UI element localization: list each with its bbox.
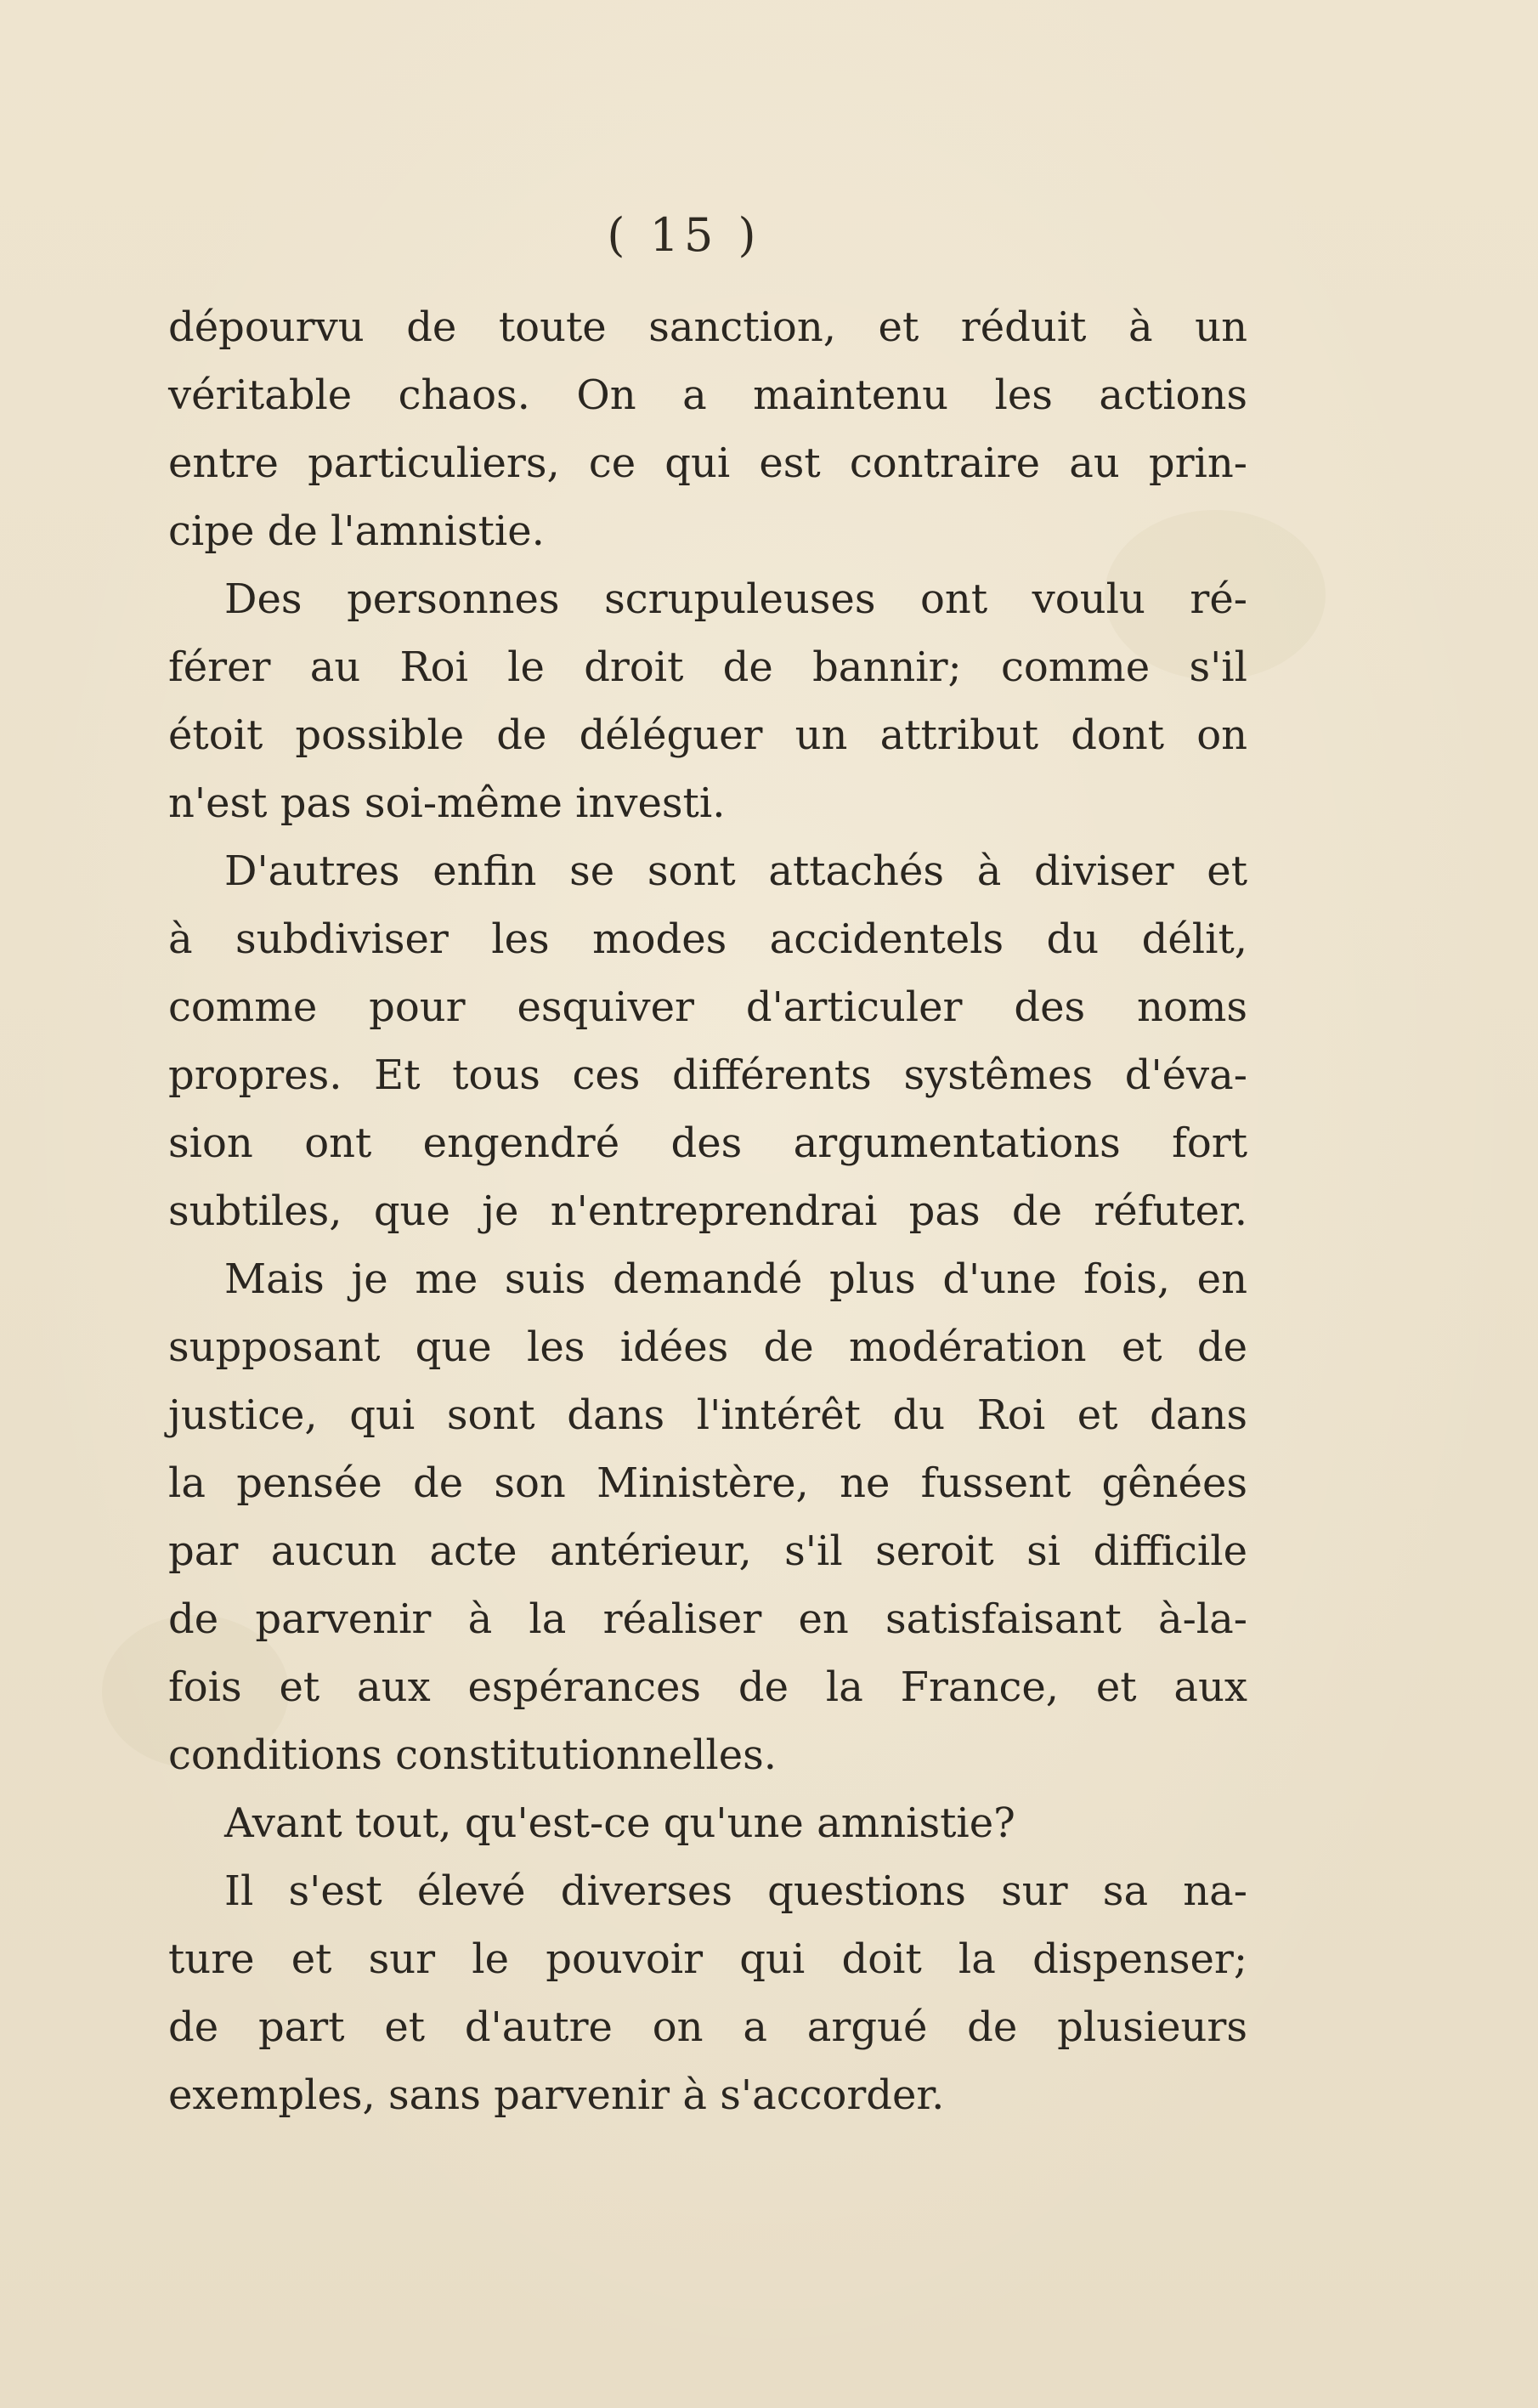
text-line: Avant tout, qu'est-ce qu'une amnistie? bbox=[224, 1799, 1015, 1847]
text-line: par aucun acte antérieur, s'il seroit si difficile bbox=[168, 1527, 1247, 1575]
text-line: Il s'est élevé diverses questions sur sa na- bbox=[224, 1867, 1247, 1915]
text-line: Mais je me suis demandé plus d'une fois, en bbox=[224, 1255, 1247, 1303]
text-line: D'autres enfin se sont attachés à diviser et bbox=[224, 847, 1247, 895]
text-line: comme pour esquiver d'articuler des noms bbox=[168, 983, 1247, 1031]
text-line: à subdiviser les modes accidentels du délit, bbox=[168, 915, 1247, 963]
text-line: subtiles, que je n'entreprendrai pas de réfuter. bbox=[168, 1187, 1247, 1235]
text-line: entre particuliers, ce qui est contraire au prin- bbox=[168, 439, 1247, 487]
page-number: ( 15 ) bbox=[607, 208, 761, 262]
text-line: exemples, sans parvenir à s'accorder. bbox=[168, 2071, 945, 2119]
text-line: véritable chaos. On a maintenu les actions bbox=[168, 371, 1247, 419]
text-line: conditions constitutionnelles. bbox=[168, 1731, 777, 1779]
text-line: ture et sur le pouvoir qui doit la dispenser; bbox=[168, 1935, 1247, 1983]
body-text bbox=[168, 293, 1247, 2129]
text-line: la pensée de son Ministère, ne fussent gênées bbox=[168, 1459, 1247, 1507]
text-line: n'est pas soi-même investi. bbox=[168, 779, 726, 827]
text-line: supposant que les idées de modération et de bbox=[168, 1323, 1247, 1371]
text-line: sion ont engendré des argumentations fort bbox=[168, 1119, 1247, 1167]
text-line: justice, qui sont dans l'intérêt du Roi et dans bbox=[168, 1391, 1247, 1439]
text-line: fois et aux espérances de la France, et aux bbox=[168, 1663, 1247, 1711]
text-line: propres. Et tous ces différents systêmes d'éva- bbox=[168, 1051, 1247, 1099]
text-line: cipe de l'amnistie. bbox=[168, 507, 545, 555]
text-line: Des personnes scrupuleuses ont voulu ré- bbox=[224, 575, 1247, 623]
text-line: férer au Roi le droit de bannir; comme s'il bbox=[168, 643, 1247, 691]
text-line: étoit possible de déléguer un attribut dont on bbox=[168, 711, 1247, 759]
text-line: de parvenir à la réaliser en satisfaisant à-la- bbox=[168, 1595, 1247, 1643]
text-line: de part et d'autre on a argué de plusieurs bbox=[168, 2003, 1247, 2051]
text-line: dépourvu de toute sanction, et réduit à un bbox=[168, 303, 1247, 351]
